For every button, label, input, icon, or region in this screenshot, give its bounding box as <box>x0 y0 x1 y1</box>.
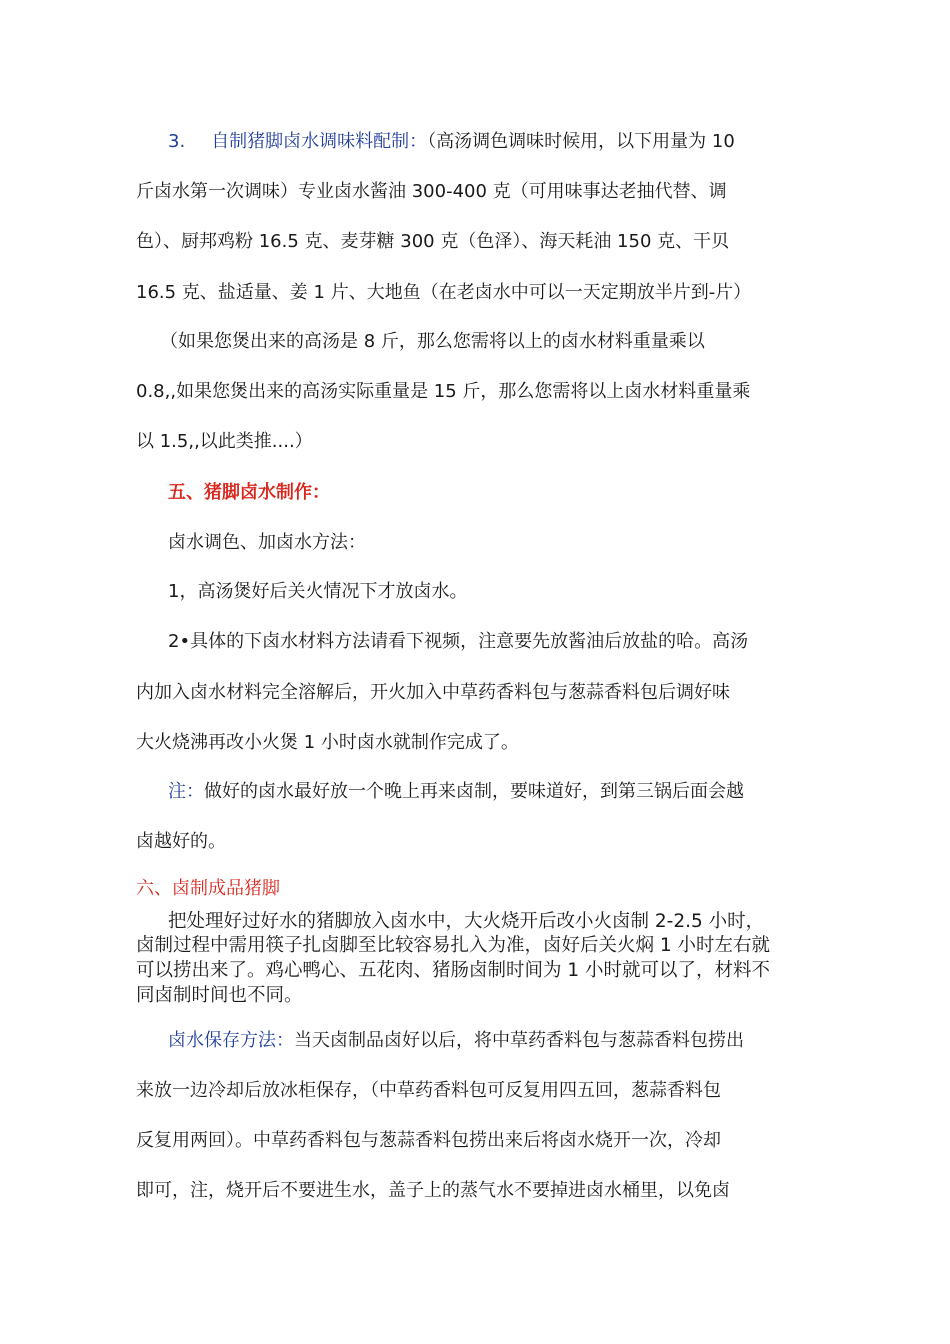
section6-heading: 六、卤制成品猪脚 <box>136 878 280 899</box>
section5-step1: 1，高汤煲好后关火情况下才放卤水。 <box>168 581 468 602</box>
section5-heading: 五、猪脚卤水制作： <box>168 482 330 503</box>
section3-line2: 斤卤水第一次调味）专业卤水酱油 300-400 克（可用味事达老抽代替、调 <box>136 181 727 202</box>
section3-line1-rest: （高汤调色调味时候用，以下用量为 10 <box>427 131 735 152</box>
storage-line1 <box>168 1029 744 1053</box>
section5-note-text: 做好的卤水最好放一个晚上再来卤制，要味道好，到第三锅后面会越 <box>204 781 744 802</box>
section3-line1 <box>168 130 735 154</box>
storage-line3: 反复用两回）。中草药香料包与葱蒜香料包捞出来后将卤水烧开一次，冷却 <box>136 1130 721 1151</box>
section3-number: 3. <box>168 131 186 152</box>
section5-step2-line2: 内加入卤水材料完全溶解后，开火加入中草药香料包与葱蒜香料包后调好味 <box>136 682 730 703</box>
section6-line2: 卤制过程中需用筷子扎卤脚至比较容易扎入为准，卤好后关火焖 1 小时左右就 <box>136 935 771 956</box>
section5-note-line2: 卤越好的。 <box>136 831 226 852</box>
storage-label: 卤水保存方法： <box>168 1030 294 1051</box>
section6-line3: 可以捞出来了。鸡心鸭心、五花肉、猪肠卤制时间为 1 小时就可以了，材料不 <box>136 960 771 981</box>
ratio-note-line1: （如果您煲出来的高汤是 8 斤，那么您需将以上的卤水材料重量乘以 <box>160 331 705 352</box>
section5-note-label: 注： <box>168 781 204 802</box>
section3-line3: 色）、厨邦鸡粉 16.5 克、麦芽糖 300 克（色泽）、海天耗油 150 克、干贝 <box>136 231 730 252</box>
storage-line2: 来放一边冷却后放冰柜保存，（中草药香料包可反复用四五回，葱蒜香料包 <box>136 1080 721 1101</box>
section5-subheading: 卤水调色、加卤水方法： <box>168 532 366 553</box>
section5-step2-line3: 大火烧沸再改小火煲 1 小时卤水就制作完成了。 <box>136 732 519 753</box>
section6-line4: 同卤制时间也不同。 <box>136 985 303 1006</box>
ratio-note-line3: 以 1.5,,以此类推....） <box>136 431 313 452</box>
section3-line4: 16.5 克、盐适量、姜 1 片、大地鱼（在老卤水中可以一天定期放半片到-片） <box>136 282 752 303</box>
section5-note-line1 <box>168 780 744 804</box>
storage-line1-rest: 当天卤制品卤好以后，将中草药香料包与葱蒜香料包捞出 <box>294 1030 744 1051</box>
section3-heading: 自制猪脚卤水调味料配制： <box>211 131 428 152</box>
section5-step2-line1: 2•具体的下卤水材料方法请看下视频，注意要先放酱油后放盐的哈。高汤 <box>168 631 749 652</box>
storage-line4: 即可，注，烧开后不要进生水，盖子上的蒸气水不要掉进卤水桶里，以免卤 <box>136 1180 730 1201</box>
ratio-note-line2: 0.8,,如果您煲出来的高汤实际重量是 15 斤，那么您需将以上卤水材料重量乘 <box>136 381 751 402</box>
section6-line1: 把处理好过好水的猪脚放入卤水中，大火烧开后改小火卤制 2-2.5 小时， <box>168 911 765 932</box>
